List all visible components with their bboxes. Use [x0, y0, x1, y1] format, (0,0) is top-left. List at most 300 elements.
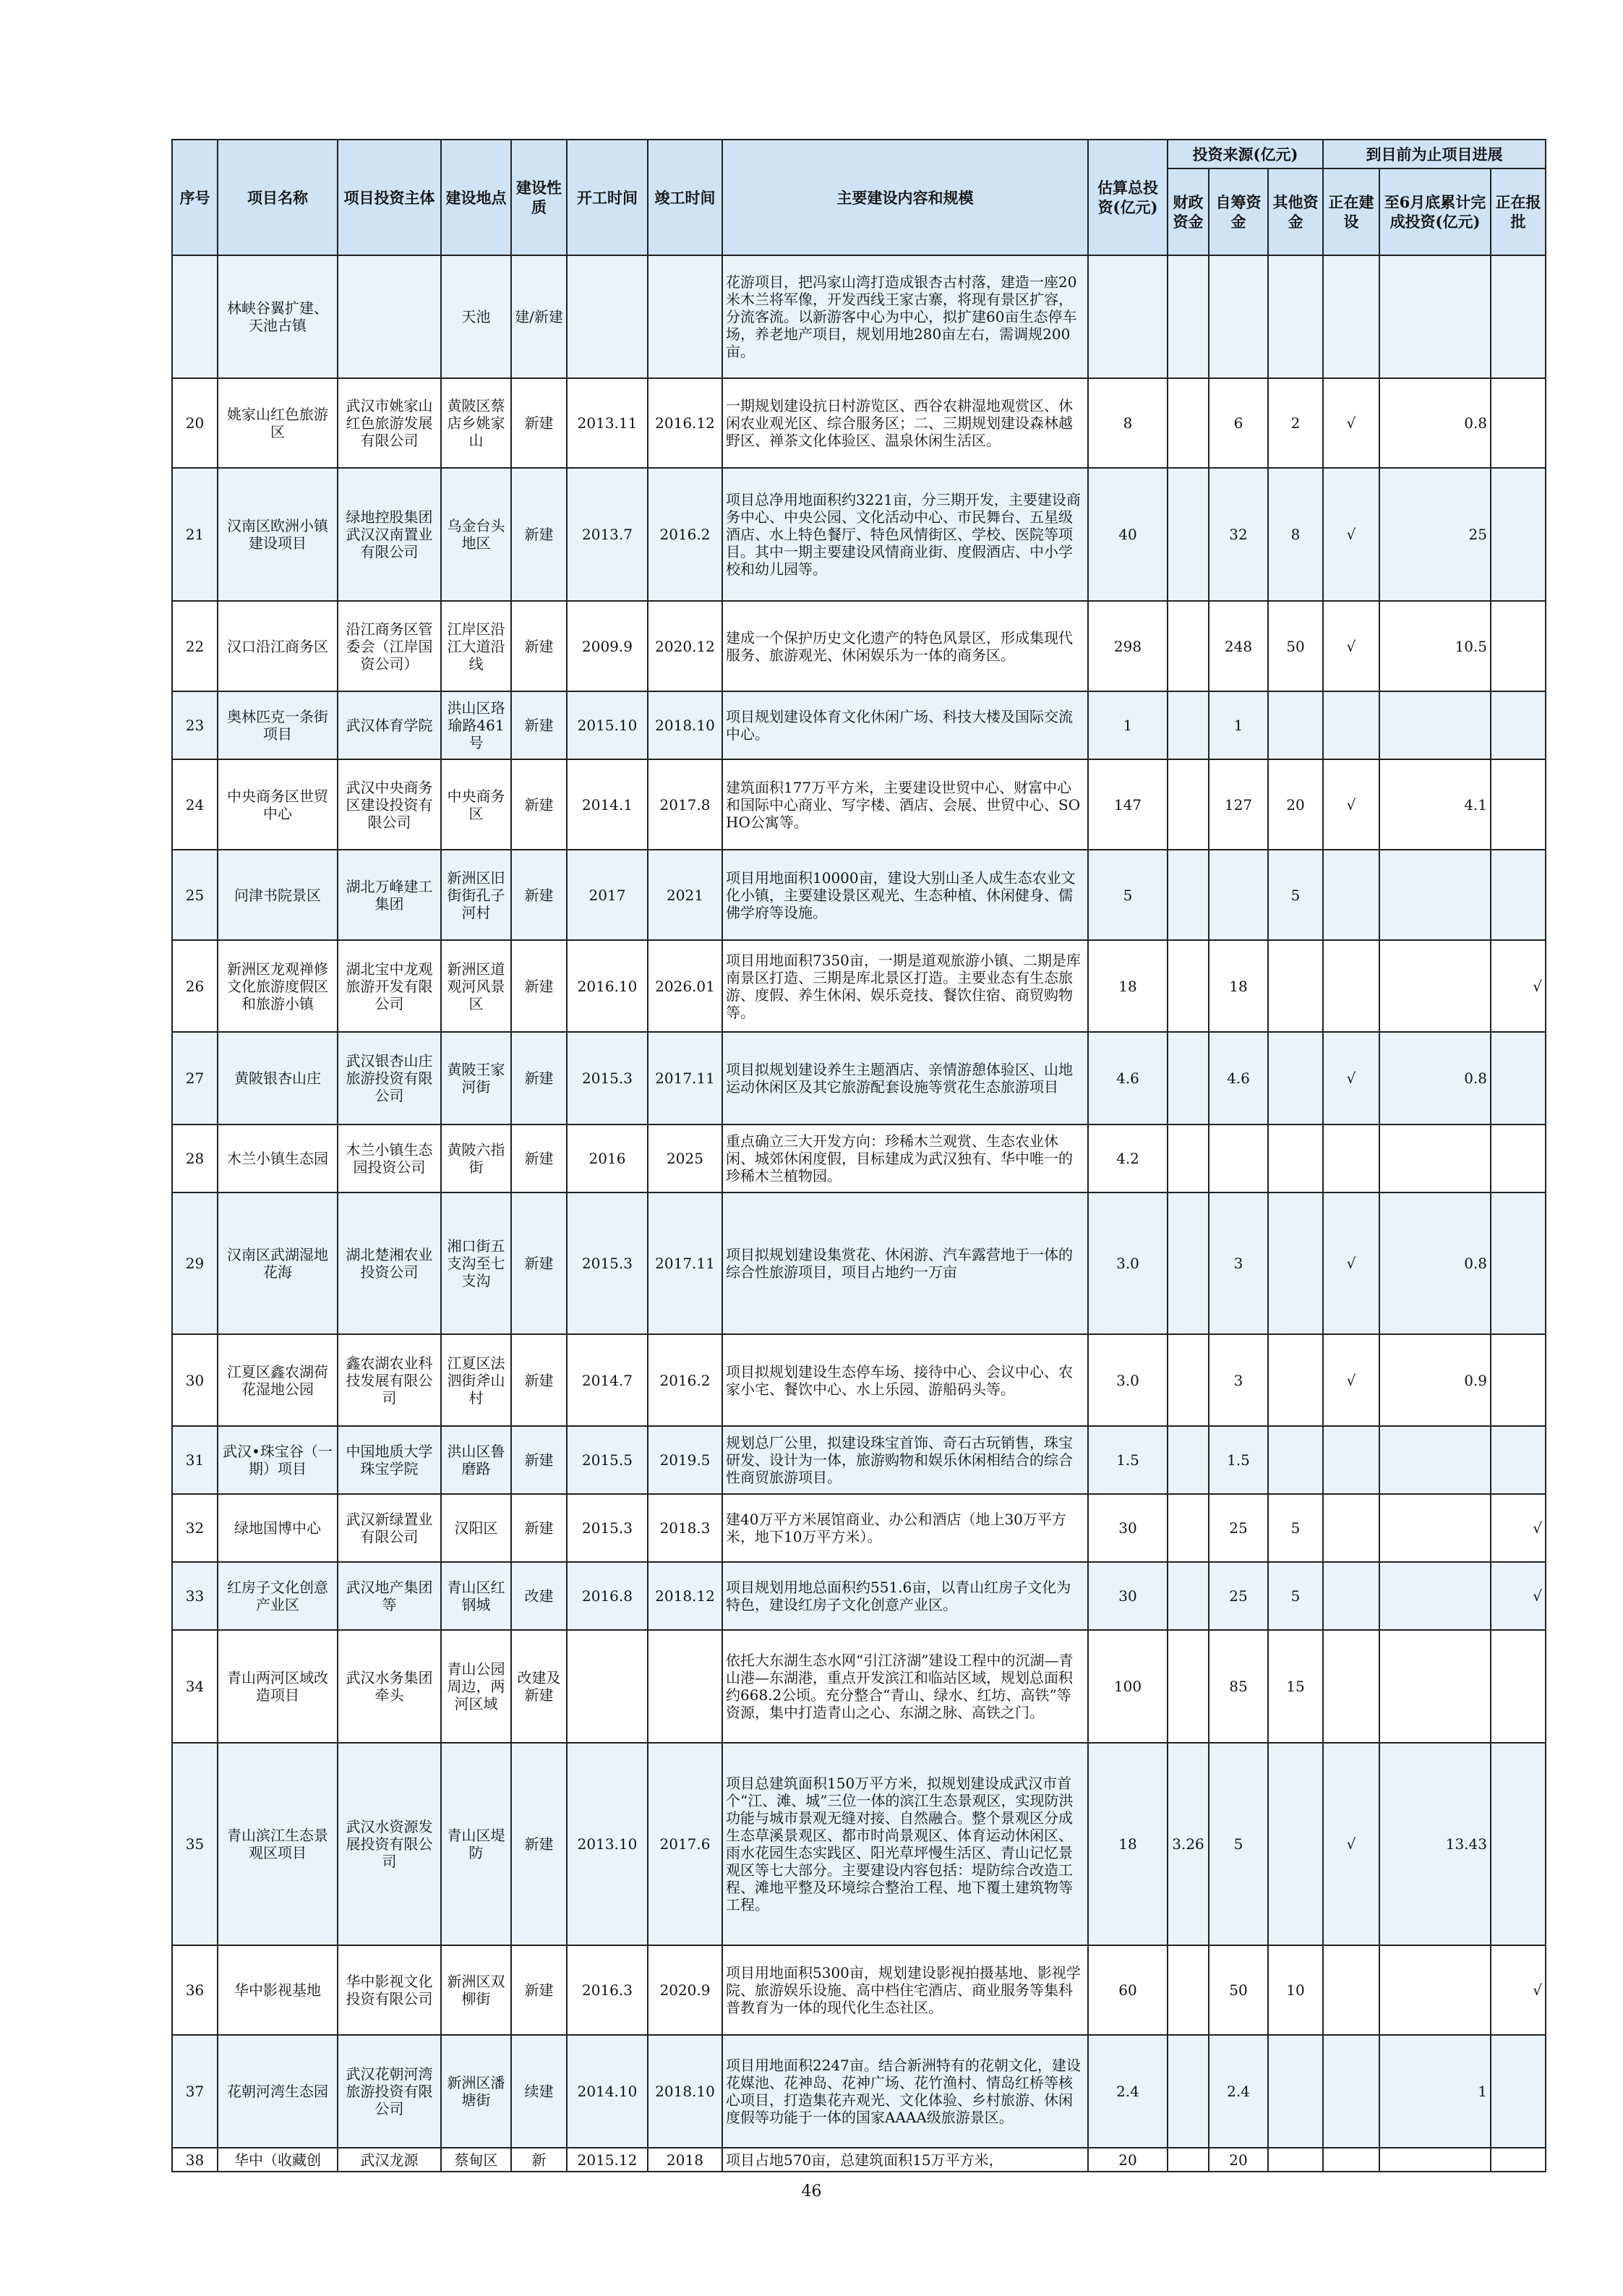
cell-name: 绿地国博中心 [218, 1494, 338, 1562]
cell-approving [1491, 1630, 1546, 1743]
page-number: 46 [801, 2182, 822, 2201]
cell-building: √ [1323, 378, 1379, 468]
cell-cumulative: 10.5 [1379, 601, 1491, 691]
cell-nature: 新建 [511, 1032, 567, 1124]
cell-end: 2018.10 [648, 691, 722, 759]
table-row [172, 1945, 1546, 2035]
cell-location: 洪山区鲁磨路 [441, 1426, 511, 1494]
cell-location: 洪山区珞瑜路461号 [441, 691, 511, 759]
cell-name: 木兰小镇生态园 [218, 1124, 338, 1192]
cell-other: 2 [1268, 378, 1323, 468]
cell-no: 33 [172, 1562, 218, 1630]
cell-approving [1491, 1124, 1546, 1192]
header-fiscal: 财政资金 [1168, 168, 1209, 255]
cell-cumulative: 13.43 [1379, 1743, 1491, 1945]
cell-no: 29 [172, 1192, 218, 1334]
cell-content: 项目总建筑面积150万平方米，拟规划建设成武汉市首个“江、滩、城”三位一体的滨江生态景观区，实现防洪功能与城市景观无缝对接、自然融合。整个景观区分成生态草溪景观区、都市时尚景观区、体育运动休闲区、雨水花园生态实践区、阳光草坪慢生活区、青山记忆景观区等七大部分。主要建设内容包括：堤防综合改造工程、滩地平整及环境综合整治工程、地下覆土建筑物等工程。 [722, 1743, 1088, 1945]
cell-approving [1491, 1032, 1546, 1124]
header-no: 序号 [172, 140, 218, 255]
cell-name: 武汉•珠宝谷（一期）项目 [218, 1426, 338, 1494]
cell-building: √ [1323, 468, 1379, 601]
cell-start [567, 1630, 648, 1743]
cell-total: 3.0 [1088, 1334, 1168, 1426]
cell-cumulative: 1 [1379, 2035, 1491, 2148]
cell-self: 127 [1209, 759, 1268, 850]
cell-investor: 华中影视文化投资有限公司 [338, 1945, 441, 2035]
cell-no: 32 [172, 1494, 218, 1562]
cell-fiscal [1168, 759, 1209, 850]
cell-fiscal [1168, 691, 1209, 759]
cell-investor: 武汉水务集团牵头 [338, 1630, 441, 1743]
table-row [172, 2148, 1546, 2172]
cell-no: 35 [172, 1743, 218, 1945]
cell-no: 25 [172, 850, 218, 940]
cell-content: 花游项目，把冯家山湾打造成银杏古村落，建造一座20米木兰将军像，开发西线王家古寨，将现有景区扩容，分流客流。以新游客中心为中心，拟扩建60亩生态停车场，养老地产项目，规划用地280亩左右，需调规200亩。 [722, 255, 1088, 378]
header-end: 竣工时间 [648, 140, 722, 255]
cell-nature: 新建 [511, 691, 567, 759]
cell-no: 24 [172, 759, 218, 850]
cell-total: 1 [1088, 691, 1168, 759]
header-nature: 建设性质 [511, 140, 567, 255]
cell-content: 建筑面积177万平方米，主要建设世贸中心、财富中心和国际中心商业、写字楼、酒店、会展、世贸中心、SOHO公寓等。 [722, 759, 1088, 850]
cell-nature: 新建 [511, 1494, 567, 1562]
cell-name: 问津书院景区 [218, 850, 338, 940]
cell-total: 3.0 [1088, 1192, 1168, 1334]
table-row [172, 1124, 1546, 1192]
table-row [172, 759, 1546, 850]
cell-investor: 武汉体育学院 [338, 691, 441, 759]
header-cumulative: 至6月底累计完成投资(亿元) [1379, 168, 1491, 255]
cell-end: 2026.01 [648, 940, 722, 1032]
cell-nature: 建/新建 [511, 255, 567, 378]
cell-no: 27 [172, 1032, 218, 1124]
cell-building: √ [1323, 759, 1379, 850]
cell-start: 2015.10 [567, 691, 648, 759]
cell-building: √ [1323, 1032, 1379, 1124]
table-row [172, 1562, 1546, 1630]
cell-cumulative [1379, 1494, 1491, 1562]
cell-other [1268, 691, 1323, 759]
cell-name: 黄陂银杏山庄 [218, 1032, 338, 1124]
table-row [172, 1032, 1546, 1124]
cell-other [1268, 1743, 1323, 1945]
cell-building: √ [1323, 1334, 1379, 1426]
cell-building [1323, 1124, 1379, 1192]
cell-approving [1491, 468, 1546, 601]
cell-location: 新洲区道观河风景区 [441, 940, 511, 1032]
cell-fiscal: 3.26 [1168, 1743, 1209, 1945]
cell-start: 2015.3 [567, 1192, 648, 1334]
cell-self: 25 [1209, 1494, 1268, 1562]
cell-end: 2020.12 [648, 601, 722, 691]
cell-self: 25 [1209, 1562, 1268, 1630]
header-self: 自筹资金 [1209, 168, 1268, 255]
cell-building [1323, 1945, 1379, 2035]
table-row [172, 2035, 1546, 2148]
cell-content: 一期规划建设抗日村游览区、西谷农耕湿地观赏区、休闲农业观光区、综合服务区；二、三期规划建设森林越野区、禅茶文化体验区、温泉休闲生活区。 [722, 378, 1088, 468]
cell-start: 2016 [567, 1124, 648, 1192]
cell-location: 青山公园周边，两河区域 [441, 1630, 511, 1743]
cell-end: 2017.11 [648, 1032, 722, 1124]
cell-total: 30 [1088, 1494, 1168, 1562]
cell-self: 1.5 [1209, 1426, 1268, 1494]
cell-building [1323, 1630, 1379, 1743]
cell-location: 青山区红钢城 [441, 1562, 511, 1630]
cell-name: 中央商务区世贸中心 [218, 759, 338, 850]
table-row [172, 601, 1546, 691]
cell-nature: 新 [511, 2148, 567, 2172]
cell-content: 项目拟规划建设集赏花、休闲游、汽车露营地于一体的综合性旅游项目，项目占地约一万亩 [722, 1192, 1088, 1334]
cell-fiscal [1168, 1124, 1209, 1192]
cell-approving [1491, 2148, 1546, 2172]
cell-self: 3 [1209, 1192, 1268, 1334]
cell-self: 85 [1209, 1630, 1268, 1743]
cell-approving [1491, 378, 1546, 468]
cell-location: 江夏区法泗街斧山村 [441, 1334, 511, 1426]
cell-fiscal [1168, 1192, 1209, 1334]
cell-fiscal [1168, 1032, 1209, 1124]
cell-content: 项目用地面积2247亩。结合新洲特有的花朝文化，建设花媒池、花神岛、花神广场、花竹渔村、情岛红桥等核心项目，打造集花卉观光、文化体验、乡村旅游、休闲度假等功能于一体的国家AAAA级旅游景区。 [722, 2035, 1088, 2148]
cell-investor: 武汉水资源发展投资有限公司 [338, 1743, 441, 1945]
cell-no: 21 [172, 468, 218, 601]
cell-no: 26 [172, 940, 218, 1032]
cell-approving [1491, 1334, 1546, 1426]
cell-end: 2019.5 [648, 1426, 722, 1494]
cell-start: 2015.12 [567, 2148, 648, 2172]
header-investor: 项目投资主体 [338, 140, 441, 255]
cell-total: 30 [1088, 1562, 1168, 1630]
cell-total: 20 [1088, 2148, 1168, 2172]
cell-self [1209, 1124, 1268, 1192]
cell-total: 40 [1088, 468, 1168, 601]
cell-other: 5 [1268, 850, 1323, 940]
cell-other [1268, 1334, 1323, 1426]
cell-other [1268, 1124, 1323, 1192]
cell-end: 2025 [648, 1124, 722, 1192]
table-body [172, 255, 1546, 2172]
cell-start [567, 255, 648, 378]
cell-nature: 新建 [511, 1426, 567, 1494]
cell-approving [1491, 2035, 1546, 2148]
cell-other [1268, 940, 1323, 1032]
cell-approving: √ [1491, 1945, 1546, 2035]
cell-total: 147 [1088, 759, 1168, 850]
cell-nature: 新建 [511, 1334, 567, 1426]
cell-name: 华中（收藏创 [218, 2148, 338, 2172]
cell-investor: 武汉花朝河湾旅游投资有限公司 [338, 2035, 441, 2148]
cell-start: 2014.10 [567, 2035, 648, 2148]
cell-building [1323, 940, 1379, 1032]
cell-end: 2021 [648, 850, 722, 940]
cell-content: 依托大东湖生态水网“引江济湖”建设工程中的沉湖—青山港—东湖港，重点开发滨江和临站区域，规划总面积约668.2公顷。充分整合“青山、绿水、红坊、高铁”等资源，集中打造青山之心、东湖之脉、高铁之门。 [722, 1630, 1088, 1743]
table-row [172, 378, 1546, 468]
cell-cumulative: 0.9 [1379, 1334, 1491, 1426]
cell-content: 项目拟规划建设养生主题酒店、亲情游憩体验区、山地运动休闲区及其它旅游配套设施等赏花生态旅游项目 [722, 1032, 1088, 1124]
cell-total: 2.4 [1088, 2035, 1168, 2148]
cell-building [1323, 255, 1379, 378]
table-row [172, 468, 1546, 601]
cell-other [1268, 1426, 1323, 1494]
cell-cumulative [1379, 1426, 1491, 1494]
cell-self: 1 [1209, 691, 1268, 759]
table-row [172, 1192, 1546, 1334]
cell-no: 38 [172, 2148, 218, 2172]
table-row [172, 1630, 1546, 1743]
cell-fiscal [1168, 378, 1209, 468]
cell-investor: 武汉龙源 [338, 2148, 441, 2172]
cell-investor: 武汉市姚家山红色旅游发展有限公司 [338, 378, 441, 468]
cell-location: 青山区堤防 [441, 1743, 511, 1945]
table-row [172, 255, 1546, 378]
cell-location: 黄陂六指街 [441, 1124, 511, 1192]
cell-total: 4.6 [1088, 1032, 1168, 1124]
cell-start: 2016.3 [567, 1945, 648, 2035]
cell-self: 3 [1209, 1334, 1268, 1426]
cell-self: 32 [1209, 468, 1268, 601]
cell-start: 2017 [567, 850, 648, 940]
cell-name: 青山滨江生态景观区项目 [218, 1743, 338, 1945]
header-name: 项目名称 [218, 140, 338, 255]
cell-end: 2018 [648, 2148, 722, 2172]
cell-cumulative: 25 [1379, 468, 1491, 601]
cell-investor: 木兰小镇生态园投资公司 [338, 1124, 441, 1192]
cell-location: 黄陂区蔡店乡姚家山 [441, 378, 511, 468]
cell-content: 建成一个保护历史文化遗产的特色风景区，形成集现代服务、旅游观光、休闲娱乐为一体的商务区。 [722, 601, 1088, 691]
cell-no: 31 [172, 1426, 218, 1494]
cell-investor: 中国地质大学珠宝学院 [338, 1426, 441, 1494]
cell-building [1323, 2148, 1379, 2172]
cell-fiscal [1168, 850, 1209, 940]
cell-content: 规划总厂公里，拟建设珠宝首饰、奇石古玩销售，珠宝研发、设计为一体，旅游购物和娱乐休闲相结合的综合性商贸旅游项目。 [722, 1426, 1088, 1494]
cell-building [1323, 1562, 1379, 1630]
cell-name: 江夏区鑫农湖荷花湿地公园 [218, 1334, 338, 1426]
cell-name: 华中影视基地 [218, 1945, 338, 2035]
cell-start: 2013.11 [567, 378, 648, 468]
cell-investor: 武汉新绿置业有限公司 [338, 1494, 441, 1562]
cell-no: 36 [172, 1945, 218, 2035]
cell-approving [1491, 601, 1546, 691]
header-building: 正在建设 [1323, 168, 1379, 255]
cell-start: 2015.3 [567, 1032, 648, 1124]
cell-building [1323, 691, 1379, 759]
cell-fiscal [1168, 1562, 1209, 1630]
cell-nature: 新建 [511, 601, 567, 691]
cell-investor: 武汉银杏山庄旅游投资有限公司 [338, 1032, 441, 1124]
cell-self: 50 [1209, 1945, 1268, 2035]
header-approving: 正在报批 [1491, 168, 1546, 255]
cell-other: 5 [1268, 1562, 1323, 1630]
table-row [172, 691, 1546, 759]
cell-other: 50 [1268, 601, 1323, 691]
cell-building: √ [1323, 1743, 1379, 1945]
cell-content: 重点确立三大开发方向：珍稀木兰观赏、生态农业休闲、城郊休闲度假，目标建成为武汉独有、华中唯一的珍稀木兰植物园。 [722, 1124, 1088, 1192]
cell-end: 2017.8 [648, 759, 722, 850]
cell-total: 298 [1088, 601, 1168, 691]
cell-approving [1491, 1426, 1546, 1494]
cell-location: 汉阳区 [441, 1494, 511, 1562]
cell-total: 1.5 [1088, 1426, 1168, 1494]
cell-location: 江岸区沿江大道沿线 [441, 601, 511, 691]
cell-self: 6 [1209, 378, 1268, 468]
cell-fiscal [1168, 1426, 1209, 1494]
cell-total [1088, 255, 1168, 378]
cell-end [648, 1630, 722, 1743]
cell-approving [1491, 691, 1546, 759]
cell-self: 4.6 [1209, 1032, 1268, 1124]
cell-cumulative: 0.8 [1379, 1032, 1491, 1124]
cell-start: 2009.9 [567, 601, 648, 691]
cell-cumulative: 0.8 [1379, 378, 1491, 468]
cell-end: 2018.12 [648, 1562, 722, 1630]
cell-start: 2016.10 [567, 940, 648, 1032]
cell-fiscal [1168, 601, 1209, 691]
cell-investor: 湖北宝中龙观旅游开发有限公司 [338, 940, 441, 1032]
cell-nature: 改建 [511, 1562, 567, 1630]
cell-content: 建40万平方米展馆商业、办公和酒店（地上30万平方米，地下10万平方米）。 [722, 1494, 1088, 1562]
cell-name: 汉口沿江商务区 [218, 601, 338, 691]
cell-name: 林峡谷翼扩建、天池古镇 [218, 255, 338, 378]
cell-no: 20 [172, 378, 218, 468]
header-source-group: 投资来源(亿元) [1168, 140, 1323, 168]
cell-self: 20 [1209, 2148, 1268, 2172]
cell-location: 黄陂王家河街 [441, 1032, 511, 1124]
cell-total: 5 [1088, 850, 1168, 940]
cell-building: √ [1323, 601, 1379, 691]
cell-approving [1491, 759, 1546, 850]
cell-start: 2015.3 [567, 1494, 648, 1562]
cell-no [172, 255, 218, 378]
cell-investor: 绿地控股集团武汉汉南置业有限公司 [338, 468, 441, 601]
cell-end: 2016.2 [648, 468, 722, 601]
cell-building: √ [1323, 1192, 1379, 1334]
cell-nature: 续建 [511, 2035, 567, 2148]
cell-nature: 新建 [511, 1124, 567, 1192]
cell-fiscal [1168, 1494, 1209, 1562]
cell-other: 15 [1268, 1630, 1323, 1743]
cell-end: 2020.9 [648, 1945, 722, 2035]
cell-other [1268, 1032, 1323, 1124]
cell-start: 2015.5 [567, 1426, 648, 1494]
cell-fiscal [1168, 1630, 1209, 1743]
cell-cumulative [1379, 2148, 1491, 2172]
cell-self: 248 [1209, 601, 1268, 691]
cell-name: 奥林匹克一条街项目 [218, 691, 338, 759]
cell-fiscal [1168, 255, 1209, 378]
cell-content: 项目占地570亩，总建筑面积15万平方米， [722, 2148, 1088, 2172]
header-progress-group: 到目前为止项目进展 [1323, 140, 1546, 168]
cell-approving [1491, 1192, 1546, 1334]
cell-fiscal [1168, 1334, 1209, 1426]
table-row [172, 850, 1546, 940]
cell-other: 10 [1268, 1945, 1323, 2035]
cell-content: 项目规划建设体育文化休闲广场、科技大楼及国际交流中心。 [722, 691, 1088, 759]
cell-nature: 新建 [511, 1192, 567, 1334]
cell-fiscal [1168, 468, 1209, 601]
cell-cumulative [1379, 1124, 1491, 1192]
cell-start: 2013.10 [567, 1743, 648, 1945]
cell-investor: 沿江商务区管委会（江岸国资公司） [338, 601, 441, 691]
cell-location: 新洲区旧街街孔子河村 [441, 850, 511, 940]
project-table [171, 139, 1546, 2172]
cell-nature: 新建 [511, 1945, 567, 2035]
cell-location: 新洲区潘塘街 [441, 2035, 511, 2148]
cell-self [1209, 255, 1268, 378]
cell-cumulative [1379, 691, 1491, 759]
cell-name: 汉南区武湖湿地花海 [218, 1192, 338, 1334]
header-total: 估算总投资(亿元) [1088, 140, 1168, 255]
cell-nature: 新建 [511, 850, 567, 940]
cell-approving [1491, 1743, 1546, 1945]
cell-location: 乌金台头地区 [441, 468, 511, 601]
cell-cumulative [1379, 1562, 1491, 1630]
cell-total: 8 [1088, 378, 1168, 468]
cell-content: 项目拟规划建设生态停车场、接待中心、会议中心、农家小宅、餐饮中心、水上乐园、游船码头等。 [722, 1334, 1088, 1426]
cell-name: 新洲区龙观禅修文化旅游度假区和旅游小镇 [218, 940, 338, 1032]
cell-content: 项目用地面积10000亩，建设大别山圣人成生态农业文化小镇，主要建设景区观光、生态种植、休闲健身、儒佛学府等设施。 [722, 850, 1088, 940]
cell-fiscal [1168, 940, 1209, 1032]
cell-location: 新洲区双柳街 [441, 1945, 511, 2035]
cell-approving [1491, 255, 1546, 378]
cell-location: 中央商务区 [441, 759, 511, 850]
cell-other: 20 [1268, 759, 1323, 850]
cell-approving [1491, 850, 1546, 940]
cell-approving: √ [1491, 940, 1546, 1032]
cell-end: 2017.6 [648, 1743, 722, 1945]
cell-nature: 新建 [511, 759, 567, 850]
cell-cumulative: 0.8 [1379, 1192, 1491, 1334]
cell-name: 青山两河区域改造项目 [218, 1630, 338, 1743]
cell-end: 2017.11 [648, 1192, 722, 1334]
cell-other [1268, 2148, 1323, 2172]
cell-nature: 新建 [511, 1743, 567, 1945]
cell-no: 28 [172, 1124, 218, 1192]
cell-name: 花朝河湾生态园 [218, 2035, 338, 2148]
cell-no: 23 [172, 691, 218, 759]
cell-start: 2014.1 [567, 759, 648, 850]
cell-other: 8 [1268, 468, 1323, 601]
cell-content: 项目用地面积5300亩，规划建设影视拍摄基地、影视学院、旅游娱乐设施、高中档住宅酒店、商业服务等集科普教育为一体的现代化生态社区。 [722, 1945, 1088, 2035]
cell-cumulative [1379, 850, 1491, 940]
cell-location: 湘口街五支沟至七支沟 [441, 1192, 511, 1334]
cell-end: 2018.3 [648, 1494, 722, 1562]
cell-building [1323, 850, 1379, 940]
cell-investor: 鑫农湖农业科技发展有限公司 [338, 1334, 441, 1426]
cell-self: 5 [1209, 1743, 1268, 1945]
cell-no: 34 [172, 1630, 218, 1743]
cell-end [648, 255, 722, 378]
cell-content: 项目用地面积7350亩，一期是道观旅游小镇、二期是库南景区打造、三期是库北景区打造。主要业态有生态旅游、度假、养生休闲、娱乐竞技、餐饮住宿、商贸购物等。 [722, 940, 1088, 1032]
table-row [172, 1334, 1546, 1426]
cell-cumulative: 4.1 [1379, 759, 1491, 850]
cell-cumulative [1379, 1630, 1491, 1743]
cell-approving: √ [1491, 1494, 1546, 1562]
cell-investor: 武汉中央商务区建设投资有限公司 [338, 759, 441, 850]
cell-no: 30 [172, 1334, 218, 1426]
table-row [172, 1494, 1546, 1562]
header-other: 其他资金 [1268, 168, 1323, 255]
cell-start: 2014.7 [567, 1334, 648, 1426]
cell-self: 2.4 [1209, 2035, 1268, 2148]
header-start: 开工时间 [567, 140, 648, 255]
cell-investor: 湖北楚湘农业投资公司 [338, 1192, 441, 1334]
cell-cumulative [1379, 255, 1491, 378]
cell-other [1268, 1192, 1323, 1334]
cell-building [1323, 2035, 1379, 2148]
cell-nature: 新建 [511, 378, 567, 468]
cell-end: 2016.12 [648, 378, 722, 468]
cell-start: 2013.7 [567, 468, 648, 601]
table-row [172, 940, 1546, 1032]
